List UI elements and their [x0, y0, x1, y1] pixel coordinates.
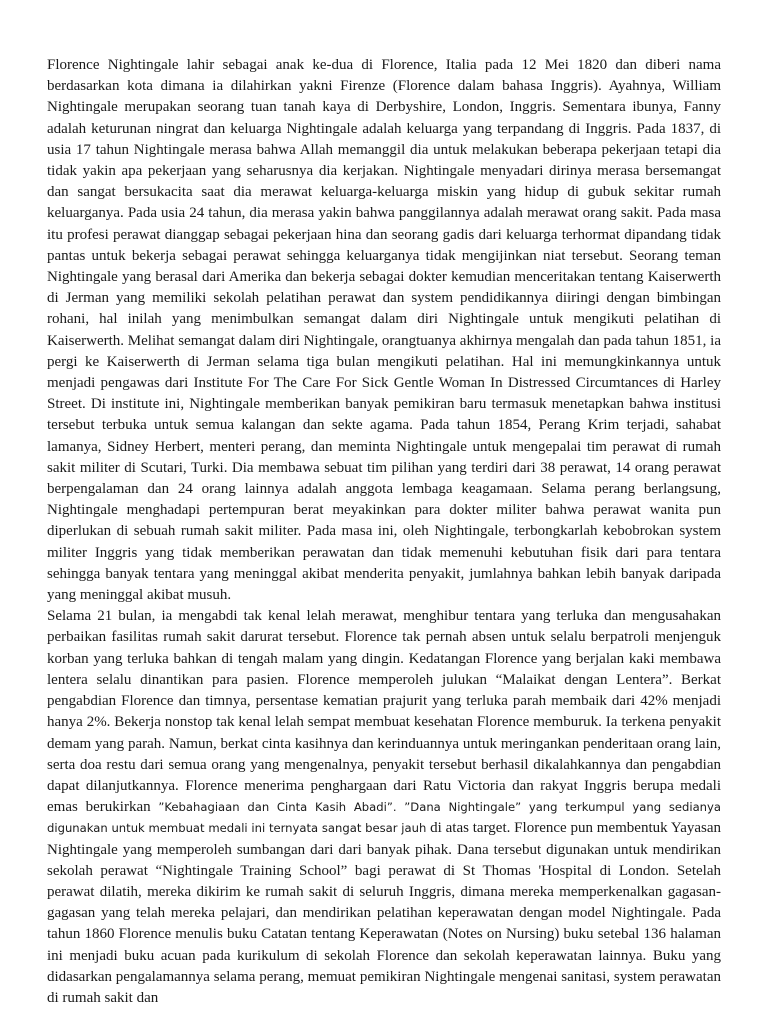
- paragraph-2-text-medal: ”Kebahagiaan dan Cinta Kasih Abadi”. ”Dana Nightingale” yang terkumpul yang sedianya digunakan untuk membuat medali ini ternyata sangat besar jauh: [47, 800, 721, 836]
- paragraph-crimean-war-legacy: [47, 606, 721, 1009]
- document-page: [47, 55, 721, 1009]
- paragraph-biography-early-life: Florence Nightingale lahir sebagai anak ke-dua di Florence, Italia pada 12 Mei 1820 dan diberi nama berdasarkan kota dimana ia dilahirkan yakni Firenze (Florence dalam bahasa Inggris). Ayahnya, William Nightingale merupakan seorang tuan tanah kaya di Derbyshire, London, Inggris. Sementara ibunya, Fanny adalah keturunan ningrat dan keluarga Nightingale adalah keluarga yang terpandang di Inggris. Pada 1837, di usia 17 tahun Nightingale merasa bahwa Allah memanggil dia untuk melakukan beberapa pekerjaan tetapi dia tidak yakin apa pekerjaan yang seharusnya dia kerjakan. Nightingale menyadari dirinya merasa bersemangat dan sangat bersukacita saat dia merawat keluarga-keluarga miskin yang hidup di gubuk sekitar rumah keluarganya. Pada usia 24 tahun, dia merasa yakin bahwa panggilannya adalah merawat orang sakit. Pada masa itu profesi perawat dianggap sebagai pekerjaan hina dan seorang gadis dari keluarga terhormat dipandang tidak pantas untuk bekerja sebagai perawat sehingga keluarganya tidak mengijinkan niat tersebut. Seorang teman Nightingale yang berasal dari Amerika dan bekerja sebagai dokter kemudian menceritakan tentang Kaiserwerth di Jerman yang memiliki sekolah pelatihan perawat dan system pendidikannya diiringi dengan bimbingan rohani, hal inilah yang menimbulkan semangat dalam diri Nightingale untuk mengikuti pelatihan di Kaiserwerth. Melihat semangat dalam diri Nightingale, orangtuanya akhirnya mengalah dan pada tahun 1851, ia pergi ke Kaiserwerth di Jerman selama tiga bulan mengikuti pelatihan. Hal ini memungkinkannya untuk menjadi pengawas dari Institute For The Care For Sick Gentle Woman In Distressed Circumtances di Harley Street. Di institute ini, Nightingale memberikan banyak pemikiran baru termasuk menetapkan bahwa institusi tersebut terbuka untuk semua kalangan dan sekte agama. Pada tahun 1854, Perang Krim terjadi, sahabat lamanya, Sidney Herbert, menteri perang, dan meminta Nightingale untuk mengepalai tim perawat di rumah sakit militer di Scutari, Turki. Dia membawa sebuat tim pilihan yang terdiri dari 38 perawat, 14 orang perawat berpengalaman dan 24 orang lainnya adalah anggota lembaga keagamaan. Selama perang berlangsung, Nightingale menghadapi pertempuran berat meyakinkan para dokter militer bahwa perawat wanita pun diperlukan di sebuah rumah sakit militer. Pada masa ini, oleh Nightingale, terbongkarlah kebobrokan system militer Inggris yang tidak memberikan perawatan dan tidak memenuhi kebutuhan fisik dari para tentara sehingga banyak tentara yang meninggal akibat menderita penyakit, jumlahnya bahkan lebih banyak daripada yang meninggal akibat musuh.: [47, 57, 721, 604]
- paragraph-2-text-end: di atas target. Florence pun membentuk Yayasan Nightingale yang memperoleh sumbangan dari dari banyak pihak. Dana tersebut digunakan untuk mendirikan sekolah perawat “Nightingale Training School” bagi perawat di St Thomas 'Hospital di London. Setelah perawat dilatih, mereka dikirim ke rumah sakit di seluruh Inggris, dimana mereka memperkenalkan gagasan-gagasan yang telah mereka pelajari, dan mendirikan pelatihan keperawatan dengan model Nightingale. Pada tahun 1860 Florence menulis buku Catatan tentang Keperawatan (Notes on Nursing) buku setebal 136 halaman ini menjadi buku acuan pada kurikulum di sekolah Florence dan sekolah keperawatan lainnya. Buku yang didasarkan pengalamannya selama perang, memuat pemikiran Nightingale mengenai sanitasi, system perawatan di rumah sakit dan: [47, 820, 722, 1006]
- paragraph-2-text-start: Selama 21 bulan, ia mengabdi tak kenal lelah merawat, menghibur tentara yang terluka dan mengusahakan perbaikan fasilitas rumah sakit darurat tersebut. Florence tak pernah absen untuk selalu berpatroli menjenguk korban yang terluka bahkan di tengah malam yang dingin. Kedatangan Florence yang berjalan kaki membawa lentera selalu dinantikan para pasien. Florence memperoleh julukan “Malaikat dengan Lentera”. Berkat pengabdian Florence dan timnya, persentase kematian prajurit yang terluka parah membaik dari 42% menjadi hanya 2%. Bekerja nonstop tak kenal lelah sempat membuat kesehatan Florence memburuk. Ia terkena penyakit demam yang parah. Namun, berkat cinta kasihnya dan kerinduannya untuk meringankan penderitaan orang lain, serta doa restu dari semua orang yang mengenalnya, penyakit tersebut berhasil dikalahkannya dan pengabdian dapat dilanjutkannya. Florence menerima penghargaan dari Ratu Victoria dan rakyat Inggris berupa medali emas berukirkan: [47, 608, 721, 816]
